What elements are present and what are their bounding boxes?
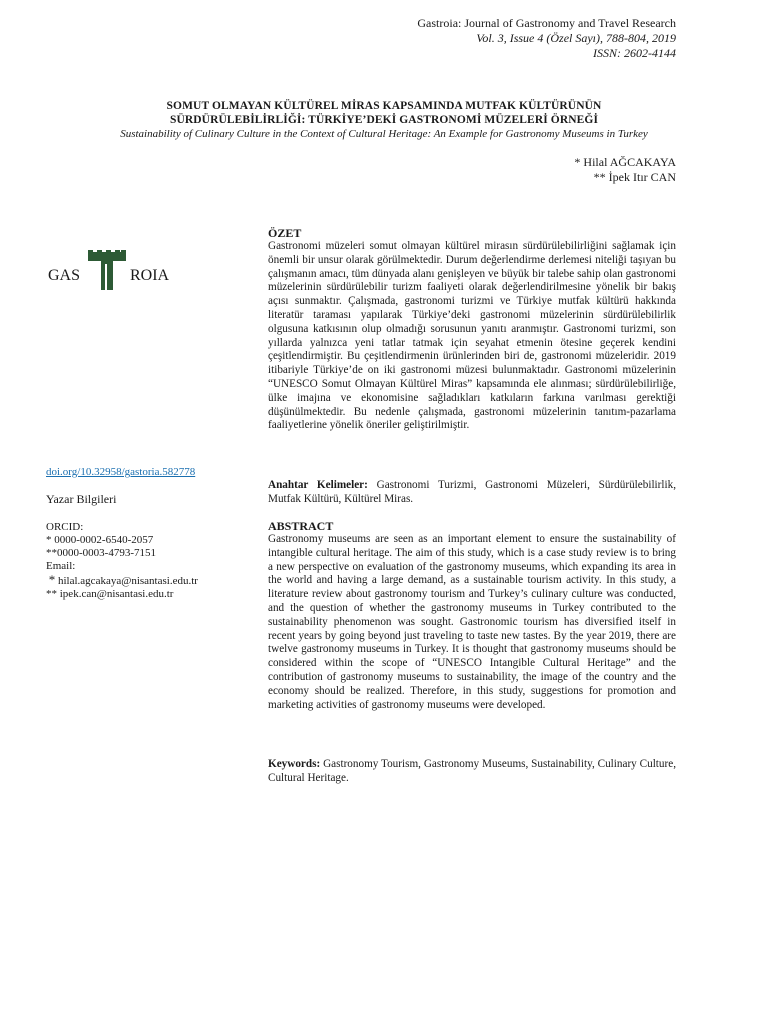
anahtar-kelimeler (268, 479, 676, 507)
ozet-heading: ÖZET (268, 226, 302, 240)
author-info-label: Yazar Bilgileri (46, 492, 117, 506)
keywords-section (268, 758, 676, 786)
journal-header (417, 16, 676, 61)
orcid-2: **0000-0003-4793-7151 (46, 547, 156, 559)
orcid-label: ORCID: (46, 521, 84, 533)
author-list (574, 155, 676, 185)
logo-text-left: GAS (48, 267, 81, 284)
article-subtitle: Sustainability of Culinary Culture in the Context of Cultural Heritage: An Example for Gastronomy Museums in Turkey (120, 128, 648, 140)
ozet-text: Gastronomi müzeleri somut olmayan kültürel mirasın sürdürülebilirliğini sağlamak için önemli bir unsur olarak görülmektedir. Durum değerlendirme derlemesi niteliği taşıyan bu çalışmanın amacı, tüm dünyada alanı genişleyen ve büyük bir talebe sahip olan gastronomi müzelerinin sürdürülebilir turizm faaliyeti olarak değerlendirilmesine yönelik bir bakış açısı sunmaktır. Çalışmada, gastronomi turizmi ve Türkiye mutfak kültürü hakkında literatür taraması yapılarak Türkiye’deki gastronomi müzelerinin sürdürülebilirlik olgusuna katkısının olup olmadığı sorusunun yanıtı aranmıştır. Gastronomi turizmi, son yıllarda yalnızca yeni tatlar tatmak için seyahat etmenin ötesine geçerek kendini çeşitlendirmiştir. Bu çeşitlendirmenin ürünlerinden biri de, gastronomi müzeleridir. 2019 itibariyle Türkiye’de on iki gastronomi müzesi bulunmaktadır. Gastronomi müzelerinin “UNESCO Somut Olmayan Kültürel Miras” kapsamında ele alınması; sürdürülebilirliğe, ülke imajına ve ekonomisine sağladıkları katkıların farkına varılması gerektiği düşünülmektedir. Bu nedenle çalışmada, gastronomi müzelerinin tanıtım-pazarlama faaliyetlerine yönelik öneriler geliştirilmiştir. (268, 240, 676, 432)
gastroia-logo (48, 250, 188, 290)
journal-name: Gastroia: Journal of Gastronomy and Travel Research (417, 16, 676, 30)
logo-text-right: ROIA (130, 267, 170, 284)
email-label: Email: (46, 560, 76, 572)
abstract-text: Gastronomy museums are seen as an important element to ensure the sustainability of intangible cultural heritage. The aim of this study, which is a case study review is to bring a new perspective on evaluation of the gastronomy museums, which expanding its area in the world and having a large demand, as a sustainable tourism activity. In this study, a literature review about gastronomy tourism and Turkey’s culinary culture was conducted, and the question of whether the gastronomy museums in Turkey contributed to the sustainability phenomenon was sought. Gastronomic tourism has diversified itself in recent years by going beyond just traveling to taste new tastes. By the year 2019, there are twelve gastronomy museums in Turkey. It is thought that gastronomy museums should be considered within the scope of “UNESCO Intangible Cultural Heritage” and the contribution of gastronomy museums to sustainability, the image of the country and the economy should be realized. Therefore, in this study, suggestions for promotion and marketing activities of gastronomy museums were developed. (268, 533, 676, 711)
email-1-marker: * (48, 572, 56, 587)
ozet-section (268, 226, 676, 433)
keywords-text: Gastronomy Tourism, Gastronomy Museums, Sustainability, Culinary Culture, Cultural Heritage. (268, 758, 676, 784)
author-2: ** İpek Itır CAN (593, 170, 676, 184)
doi-link[interactable]: doi.org/10.32958/gastoria.582778 (46, 466, 196, 478)
abstract-heading: ABSTRACT (268, 519, 334, 533)
orcid-1: * 0000-0002-6540-2057 (46, 534, 154, 546)
article-title: SOMUT OLMAYAN KÜLTÜREL MİRAS KAPSAMINDA MUTFAK KÜLTÜRÜNÜN SÜRDÜRÜLEBİLİRLİĞİ: TÜRKİYE’DEKİ GASTRONOMİ MÜZELERİ ÖRNEĞİ (166, 100, 602, 126)
journal-issn: ISSN: 2602-4144 (593, 46, 676, 60)
anahtar-text: Gastronomi Turizmi, Gastronomi Müzeleri, Sürdürülebilirlik, Mutfak Kültürü, Kültürel Miras. (268, 479, 676, 505)
author-1: * Hilal AĞCAKAYA (574, 155, 676, 169)
journal-volume: Vol. 3, Issue 4 (Özel Sayı), 788-804, 2019 (476, 31, 676, 45)
email-1: hilal.agcakaya@nisantasi.edu.tr (58, 575, 198, 587)
email-2: ** ipek.can@nisantasi.edu.tr (46, 588, 174, 600)
anahtar-label: Anahtar Kelimeler: (268, 479, 368, 491)
author-contact-block (46, 521, 251, 601)
abstract-section (268, 519, 676, 712)
keywords-label: Keywords: (268, 758, 321, 770)
email-1-line (46, 573, 251, 588)
